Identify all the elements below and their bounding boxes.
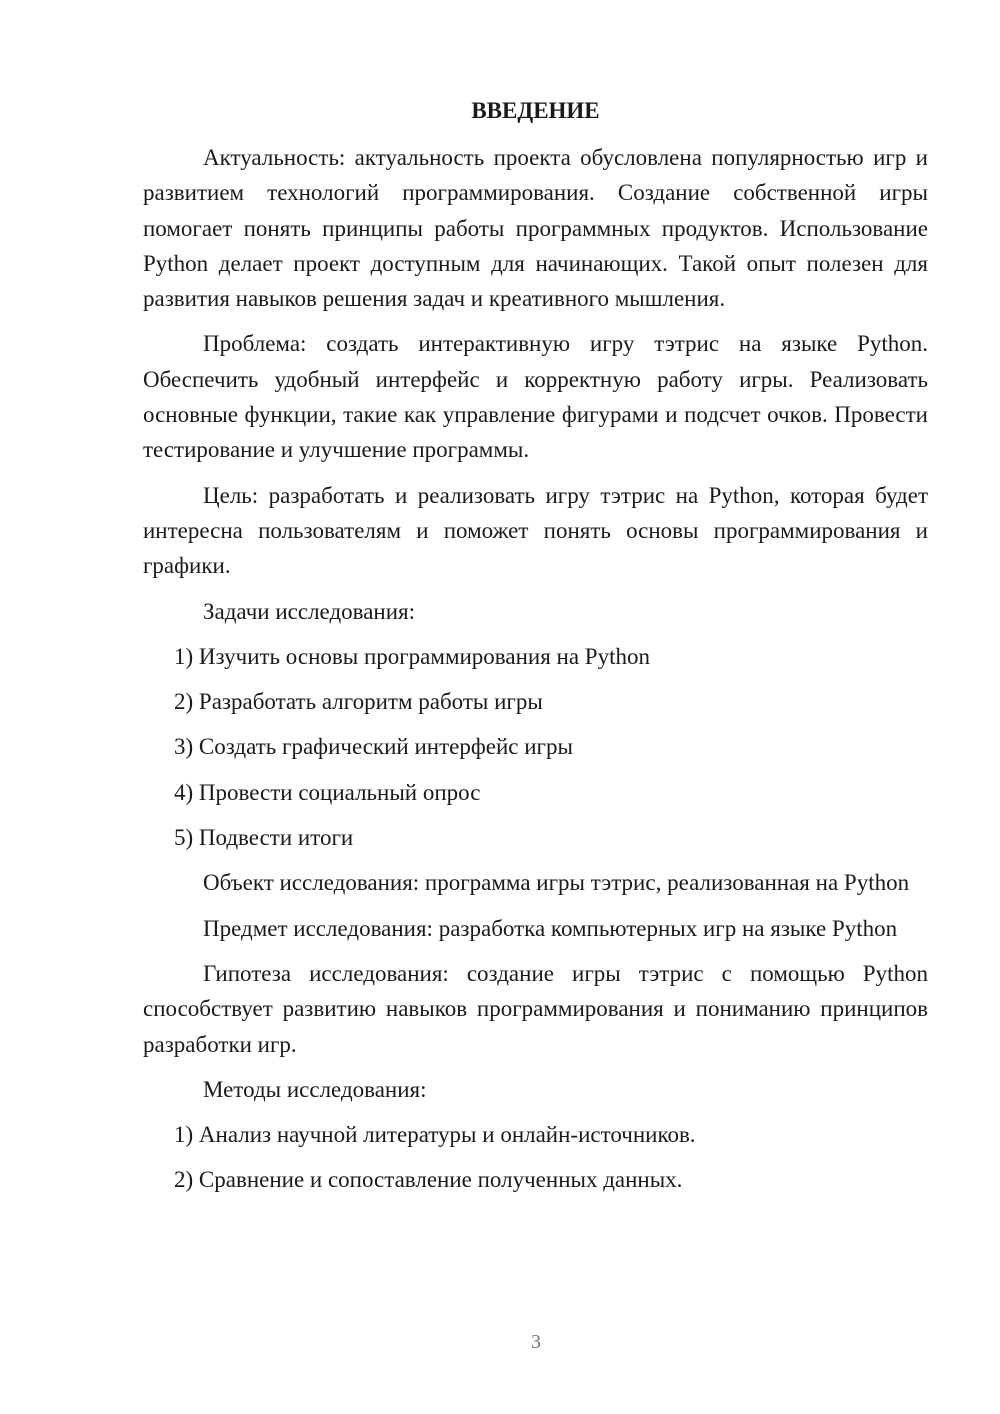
hypothesis-paragraph: Гипотеза исследования: создание игры тэтрис с помощью Python способствует развитию навыков программирования и пониманию принципов разработки игр. <box>143 960 928 1057</box>
tasks-label: Задачи исследования: <box>203 598 416 624</box>
list-item: 4) Провести социальный опрос <box>174 779 481 805</box>
methods-label: Методы исследования: <box>203 1076 427 1102</box>
goal-paragraph: Цель: разработать и реализовать игру тэтрис на Python, которая будет интересна пользователям и поможет понять основы программирования и графики. <box>143 482 928 579</box>
list-item: 1) Изучить основы программирования на Python <box>174 643 650 669</box>
list-item: 5) Подвести итоги <box>174 825 354 851</box>
tasks-list <box>143 639 928 855</box>
subject-paragraph: Предмет исследования: разработка компьютерных игр на языке Python <box>203 915 898 941</box>
list-item: 2) Сравнение и сопоставление полученных данных. <box>174 1167 683 1193</box>
object-paragraph: Объект исследования: программа игры тэтрис, реализованная на Python <box>203 870 910 896</box>
list-item: 1) Анализ научной литературы и онлайн-источников. <box>174 1122 696 1148</box>
problem-paragraph: Проблема: создать интерактивную игру тэтрис на языке Python. Обеспечить удобный интерфейс и корректную работу игры. Реализовать основные функции, такие как управление фигурами и подсчет очков. Провести тестирование и улучшение программы. <box>143 331 928 463</box>
list-item: 3) Создать графический интерфейс игры <box>174 734 573 760</box>
section-title: ВВЕДЕНИЕ <box>471 98 600 123</box>
list-item: 2) Разработать алгоритм работы игры <box>174 689 543 715</box>
page-content <box>143 93 928 1208</box>
page-number: 3 <box>531 1331 541 1353</box>
methods-list <box>143 1117 928 1198</box>
relevance-paragraph: Актуальность: актуальность проекта обусловлена популярностью игр и развитием технологий программирования. Создание собственной игры помогает понять принципы работы программных продуктов. Использование Python делает проект доступным для начинающих. Такой опыт полезен для развития навыков решения задач и креативного мышления. <box>143 145 928 312</box>
